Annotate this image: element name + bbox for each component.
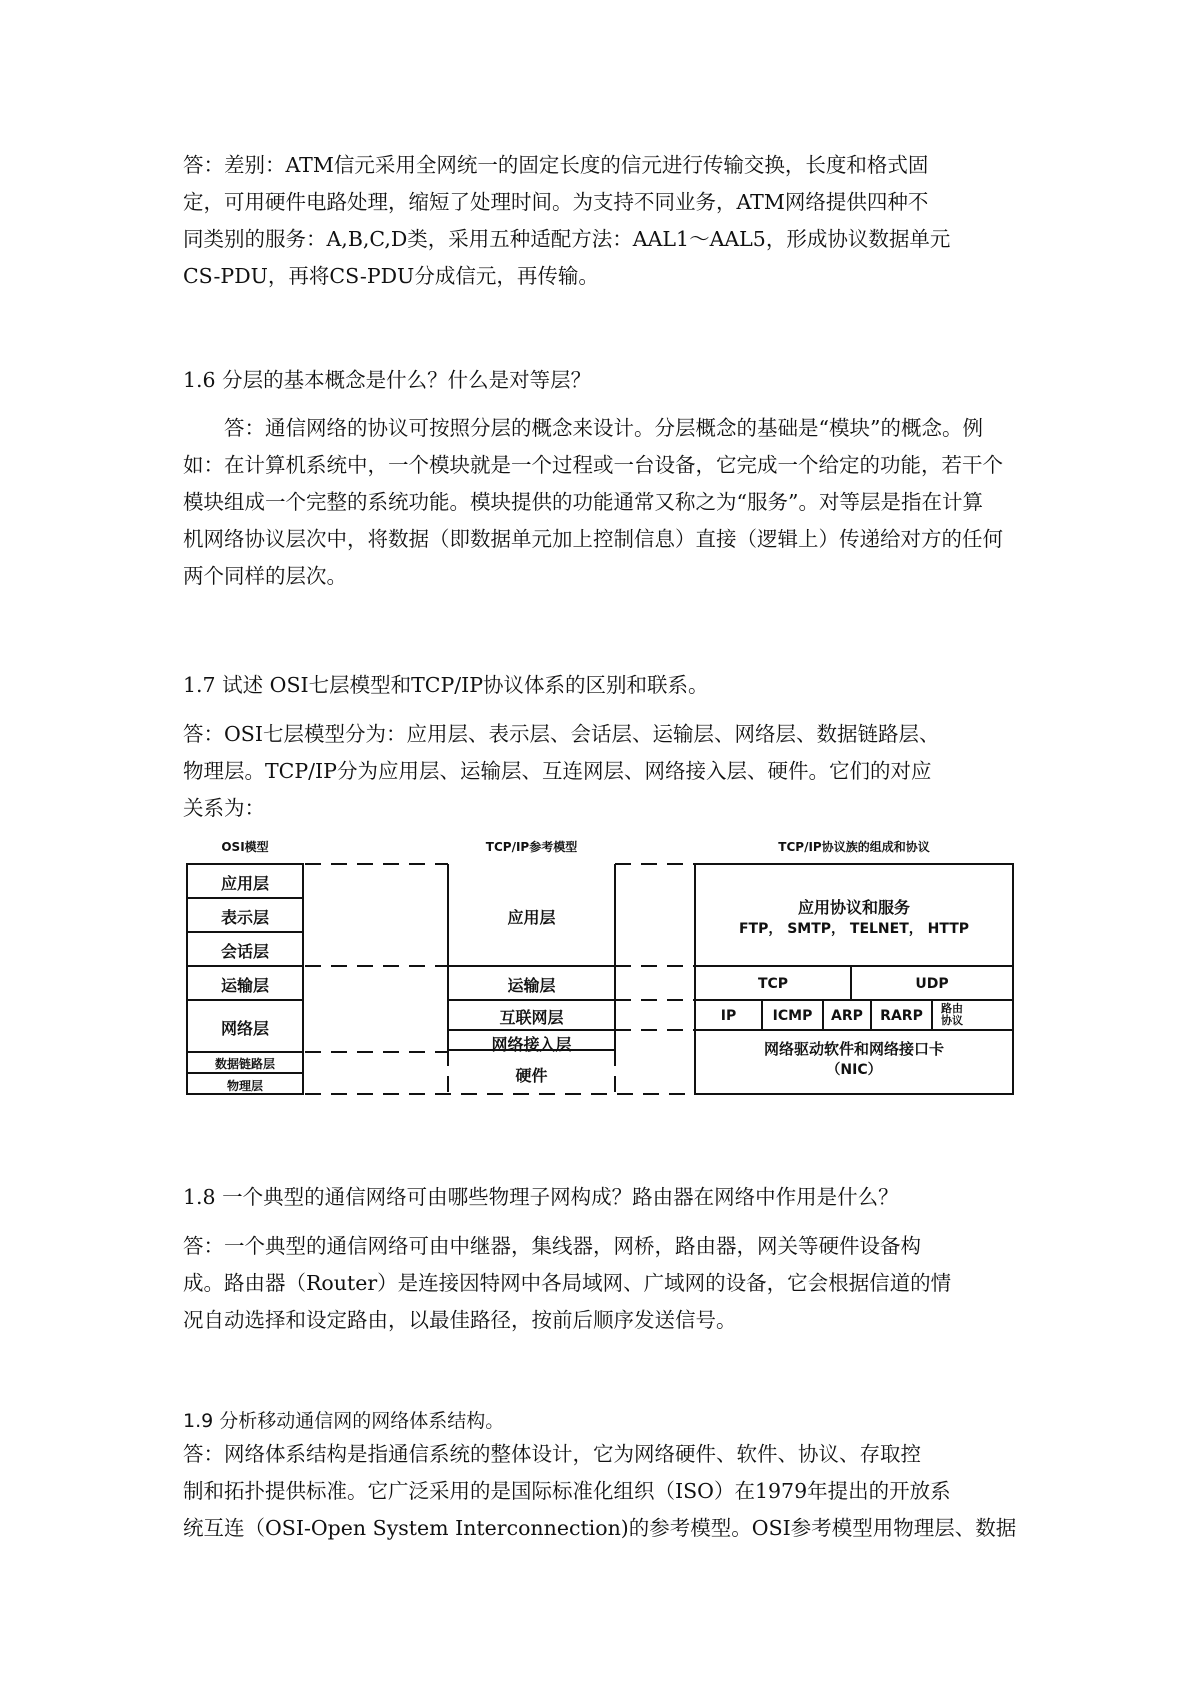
text-line: 答：通信网络的协议可按照分层的概念来设计。分层概念的基础是“模块”的概念。例 — [224, 416, 983, 440]
question-1-6-heading: 1.6 分层的基本概念是什么？什么是对等层？ — [183, 368, 592, 392]
text-line: 同类别的服务：A,B,C,D类，采用五种适配方法：AAL1～AAL5，形成协议数据单元 — [183, 227, 951, 251]
tcpip-model-title: TCP/IP参考模型 — [485, 840, 578, 854]
protocol-tcp: TCP — [757, 976, 789, 992]
question-1-7-heading: 1.7 试述 OSI七层模型和TCP/IP协议体系的区别和联系。 — [183, 673, 709, 697]
question-1-9-heading: 1.9 分析移动通信网的网络体系结构。 — [183, 1410, 505, 1432]
atm-answer-paragraph — [183, 147, 1018, 295]
text-line: 制和拓扑提供标准。它广泛采用的是国际标准化组织（ISO）在1979年提出的开放系 — [183, 1479, 951, 1503]
text-line: 答：网络体系结构是指通信系统的整体设计，它为网络硬件、软件、协议、存取控 — [183, 1442, 921, 1466]
text-line: CS-PDU，再将CS-PDU分成信元，再传输。 — [183, 264, 599, 288]
question-1-6-answer — [183, 410, 1018, 595]
osi-layer-physical: 物理层 — [226, 1079, 263, 1093]
osi-layer-presentation: 表示层 — [220, 908, 269, 927]
question-1-9-answer — [183, 1436, 1018, 1547]
osi-model-title: OSI模型 — [221, 840, 269, 854]
osi-layer-datalink: 数据链路层 — [214, 1057, 275, 1071]
network-driver-nic-sub: （NIC） — [826, 1062, 882, 1078]
text-line: 答：差别：ATM信元采用全网统一的固定长度的信元进行传输交换，长度和格式固 — [183, 153, 929, 177]
question-1-7-answer — [183, 716, 1018, 827]
text-line: 况自动选择和设定路由，以最佳路径，按前后顺序发送信号。 — [183, 1308, 737, 1332]
tcpip-layer-internet: 互联网层 — [499, 1008, 564, 1027]
text-line: 模块组成一个完整的系统功能。模块提供的功能通常又称之为“服务”。对等层是指在计算 — [183, 490, 983, 514]
tcpip-layer-transport: 运输层 — [507, 976, 556, 995]
protocol-udp: UDP — [915, 976, 949, 992]
protocol-routing: 路由协议 — [941, 1002, 963, 1027]
protocol-rarp: RARP — [880, 1008, 923, 1024]
text-line: 成。路由器（Router）是连接因特网中各局域网、广域网的设备，它会根据信道的情 — [183, 1271, 952, 1295]
osi-layer-session: 会话层 — [220, 942, 269, 961]
tcpip-layer-application: 应用层 — [507, 908, 556, 927]
question-1-8-heading: 1.8 一个典型的通信网络可由哪些物理子网构成？路由器在网络中作用是什么？ — [183, 1185, 899, 1209]
text-line: 关系为： — [183, 796, 265, 820]
protocol-icmp: ICMP — [772, 1008, 813, 1024]
tcpip-layer-hardware: 硬件 — [515, 1066, 548, 1085]
tcpip-layer-network-access: 网络接入层 — [491, 1035, 572, 1054]
osi-layer-transport: 运输层 — [220, 976, 269, 995]
text-line: 物理层。TCP/IP分为应用层、运输层、互连网层、网络接入层、硬件。它们的对应 — [183, 759, 932, 783]
osi-layer-network: 网络层 — [220, 1019, 269, 1038]
network-driver-nic: 网络驱动软件和网络接口卡 — [763, 1040, 944, 1058]
text-line: 定，可用硬件电路处理，缩短了处理时间。为支持不同业务，ATM网络提供四种不 — [183, 190, 929, 214]
text-line: 答：OSI七层模型分为：应用层、表示层、会话层、运输层、网络层、数据链路层、 — [183, 722, 940, 746]
question-1-8-answer — [183, 1228, 1018, 1339]
osi-tcpip-diagram — [183, 838, 1018, 1098]
text-line: 机网络协议层次中，将数据（即数据单元加上控制信息）直接（逻辑上）传递给对方的任何 — [183, 527, 1003, 551]
protocol-suite-title: TCP/IP协议族的组成和协议 — [778, 840, 930, 854]
text-line: 统互连（OSI-Open System Interconnection)的参考模型。OSI参考模型用物理层、数据 — [183, 1516, 1017, 1540]
text-line: 两个同样的层次。 — [183, 564, 347, 588]
protocol-ip: IP — [720, 1008, 737, 1024]
text-line: 答：一个典型的通信网络可由中继器，集线器，网桥，路由器，网关等硬件设备构 — [183, 1234, 921, 1258]
osi-layer-application: 应用层 — [220, 874, 269, 893]
app-protocols-title: 应用协议和服务 — [797, 898, 910, 917]
app-protocols-list: FTP， SMTP， TELNET， HTTP — [738, 921, 970, 937]
text-line: 如：在计算机系统中，一个模块就是一个过程或一台设备，它完成一个给定的功能，若干个 — [183, 453, 1003, 477]
protocol-arp: ARP — [831, 1008, 863, 1024]
